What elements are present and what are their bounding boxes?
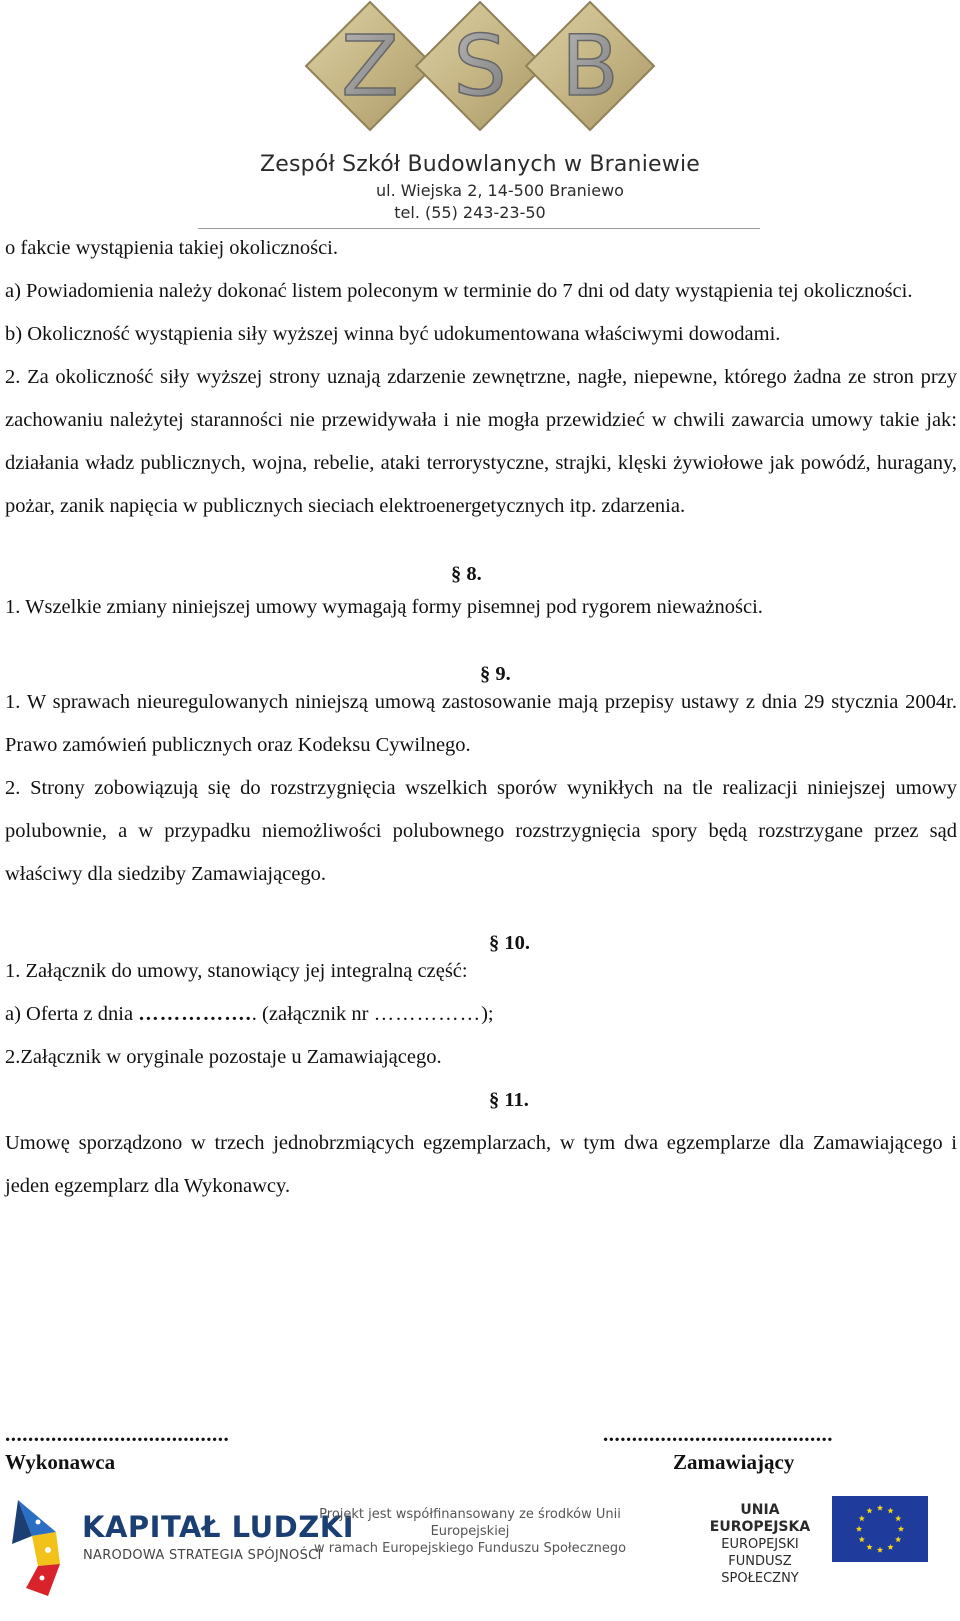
kapital-ludzki-subtitle: NARODOWA STRATEGIA SPÓJNOŚCI [83,1548,322,1563]
school-phone: tel. (55) 243-23-50 [394,203,546,222]
logo-letter-z: Z [341,17,399,115]
eu-fund-label: UNIA EUROPEJSKA EUROPEJSKI FUNDUSZ SPOŁECZNY [709,1502,811,1586]
signature-line: ........................................ [603,1422,833,1446]
document-body [5,227,957,1208]
page-header [0,0,960,240]
paragraph: a) Powiadomienia należy dokonać listem poleconym w terminie do 7 dni od daty wystąpienia tej okoliczności. [5,280,913,302]
signature-label: Zamawiający [673,1450,795,1474]
attachment-line: a) Oferta z dnia …………….. (załącznik nr ……………); [5,1003,494,1025]
signature-client [603,1420,833,1476]
eu-flag-icon [832,1496,928,1562]
kapital-ludzki-title: KAPITAŁ LUDZKI [82,1510,355,1544]
school-address: ul. Wiejska 2, 14-500 Braniewo [376,181,624,200]
logo-letter-b: B [561,17,619,115]
signature-label: Wykonawca [5,1450,116,1474]
paragraph: 1. W sprawach nieuregulowanych niniejszą umową zastosowanie mają przepisy ustawy z dnia 29 stycznia 2004r. Prawo zamówień publicznych oraz Kodeksu Cywilnego. [5,691,957,756]
kapital-ludzki-emblem [8,1492,74,1602]
fill-in-dots: …………… [373,1003,482,1025]
paragraph: Umowę sporządzono w trzech jednobrzmiących egzemplarzach, w tym dwa egzemplarze dla Zamawiającego i jeden egzemplarz dla Wykonawcy. [5,1132,957,1197]
signature-contractor [5,1420,229,1476]
section-heading-11: § 11. [489,1089,529,1111]
school-name: Zespół Szkół Budowlanych w Braniewie [260,152,700,177]
paragraph: 1. Wszelkie zmiany niniejszej umowy wymagają formy pisemnej pod rygorem nieważności. [5,596,763,618]
paragraph: b) Okoliczność wystąpienia siły wyższej winna być udokumentowana właściwymi dowodami. [5,323,781,345]
section-heading-8: § 8. [451,563,482,585]
cofinancing-note: Projekt jest współfinansowany ze środków Unii Europejskiej w ramach Europejskiego Funduszu Społecznego [313,1507,627,1556]
zsb-logo [300,0,660,150]
paragraph: 2.Załącznik w oryginale pozostaje u Zamawiającego. [5,1046,442,1068]
page-footer [0,1480,960,1621]
paragraph: o fakcie wystąpienia takiej okoliczności. [5,237,339,259]
fill-in-dots: ……………. [138,1003,252,1025]
logo-letter-s: S [453,17,507,115]
paragraph: 1. Załącznik do umowy, stanowiący jej integralną część: [5,960,468,982]
paragraph: 2. Strony zobowiązują się do rozstrzygnięcia wszelkich sporów wynikłych na tle realizacji niniejszej umowy polubownie, a w przypadku niemożliwości polubownego rozstrzygnięcia spory będą rozstrzygane przez sąd właściwy dla siedziby Zamawiającego. [5,777,957,885]
section-heading-9: § 9. [480,663,511,685]
section-heading-10: § 10. [489,932,530,954]
paragraph: 2. Za okoliczność siły wyższej strony uznają zdarzenie zewnętrzne, nagłe, niepewne, którego żadna ze stron przy zachowaniu należytej staranności nie przewidywała i nie mogła przewidzieć w chwili zawarcia umowy takie jak: działania władz publicznych, wojna, rebelie, ataki terrorystyczne, strajki, klęski żywiołowe jak powódź, huragany, pożar, zanik napięcia w publicznych sieciach elektroenergetycznych itp. zdarzenia. [5,366,957,517]
signature-line: ....................................... [5,1422,230,1446]
